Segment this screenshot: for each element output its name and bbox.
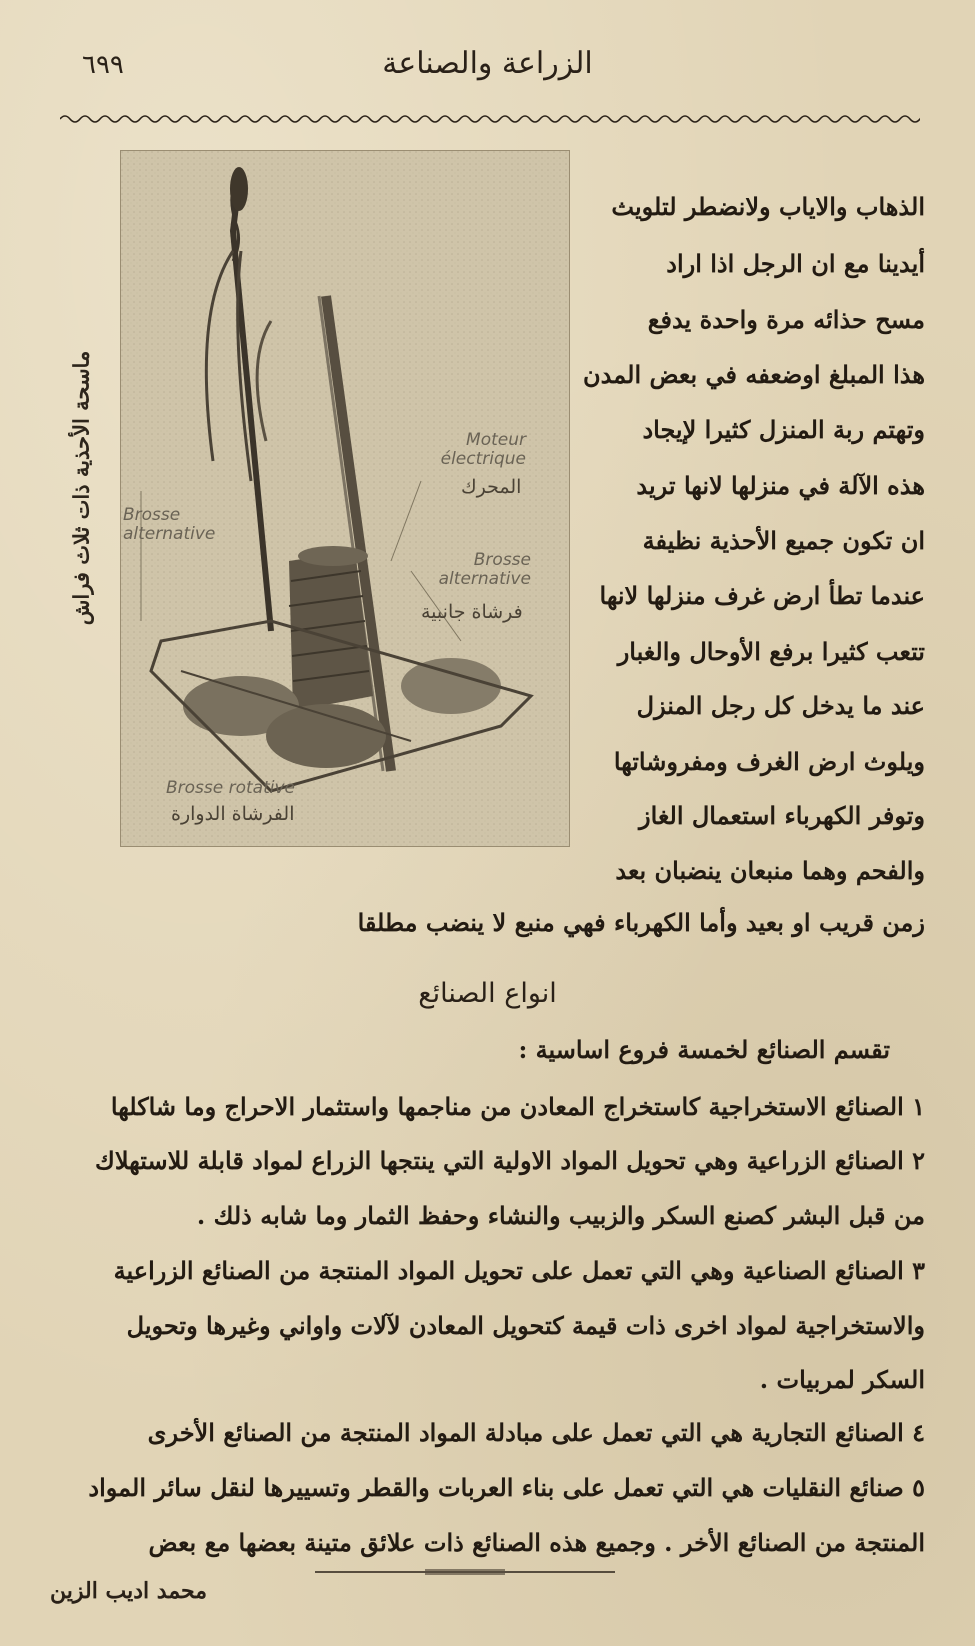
- section-heading: انواع الصنائع: [418, 978, 557, 1009]
- decorative-rule: [315, 1567, 615, 1577]
- body-line: أيدينا مع ان الرجل اذا اراد: [666, 249, 925, 278]
- shoe-polisher-illustration: [121, 151, 569, 846]
- list-item: ٥ صنائع النقليات هي التي تعمل على بناء العربات والقطر وتسييرها لنقل سائر المواد: [88, 1473, 925, 1502]
- label-moteur-electrique: Moteur électrique: [440, 430, 526, 469]
- body-line: ويلوث ارض الغرف ومفروشاتها: [613, 747, 925, 776]
- list-item: ٢ الصنائع الزراعية وهي تحويل المواد الاولية التي ينتجها الزراع لمواد قابلة للاستهلاك: [95, 1146, 925, 1175]
- body-line: وتوفر الكهرباء استعمال الغاز: [639, 801, 925, 830]
- author-signature: محمد اديب الزين: [50, 1578, 208, 1604]
- body-line: الذهاب والاياب ولانضطر لتلويث: [611, 192, 925, 221]
- page-header-title: الزراعة والصناعة: [382, 46, 593, 81]
- header-wavy-rule: [60, 112, 920, 126]
- body-line: والفحم وهما منبعان ينضبان بعد: [615, 856, 925, 885]
- label-brosse-rotative: Brosse rotative: [166, 778, 296, 798]
- body-line: وتهتم ربة المنزل كثيرا لإيجاد: [642, 415, 925, 444]
- body-line: هذا المبلغ اوضعفه في بعض المدن: [583, 360, 925, 389]
- label-brosse-alternative-arabic: فرشاة جانبية: [421, 601, 523, 623]
- label-brosse-alternative-right: Brosse alternative: [438, 550, 531, 589]
- list-item: ٤ الصنائع التجارية هي التي تعمل على مبادلة المواد المنتجة من الصنائع الأخرى: [147, 1418, 925, 1447]
- body-line: زمن قريب او بعيد وأما الكهرباء فهي منبع لا ينضب مطلقا: [357, 908, 925, 937]
- list-item: المنتجة من الصنائع الأخر . وجميع هذه الصنائع ذات علائق متينة بعضها مع بعض: [148, 1528, 925, 1557]
- body-line: تتعب كثيرا برفع الأوحال والغبار: [617, 637, 925, 666]
- figure-caption-text: ماسحة الأحذية ذات ثلاث فراش: [68, 350, 94, 626]
- body-line: عندما تطأ ارض غرف منزلها لانها: [599, 581, 925, 610]
- section-intro: تقسم الصنائع لخمسة فروع اساسية :: [518, 1035, 890, 1064]
- page-number: ٦٩٩: [82, 50, 124, 80]
- list-item: والاستخراجية لمواد اخرى ذات قيمة كتحويل المعادن لآلات واواني وغيرها وتحويل: [126, 1311, 925, 1340]
- list-item: من قبل البشر كصنع السكر والزبيب والنشاء وحفظ الثمار وما شابه ذلك .: [196, 1201, 925, 1230]
- list-item: السكر لمربيات .: [759, 1365, 925, 1394]
- shoe-polisher-photo: [120, 150, 570, 847]
- figure-caption: [46, 308, 116, 668]
- body-line: ان تكون جميع الأحذية نظيفة: [642, 526, 925, 555]
- label-moteur-arabic: المحرك: [461, 476, 522, 498]
- label-brosse-rotative-arabic: الفرشاة الدوارة: [171, 803, 295, 825]
- body-line: مسح حذائه مرة واحدة يدفع: [647, 305, 925, 334]
- list-item: ١ الصنائع الاستخراجية كاستخراج المعادن من مناجمها واستثمار الاحراج وما شاكلها: [110, 1092, 925, 1121]
- label-brosse-alternative-left: Brosse alternative: [123, 505, 216, 544]
- body-line: هذه الآلة في منزلها لانها تريد: [636, 471, 925, 500]
- body-line: عند ما يدخل كل رجل المنزل: [636, 691, 925, 720]
- list-item: ٣ الصنائع الصناعية وهي التي تعمل على تحويل المواد المنتجة من الصنائع الزراعية: [113, 1256, 925, 1285]
